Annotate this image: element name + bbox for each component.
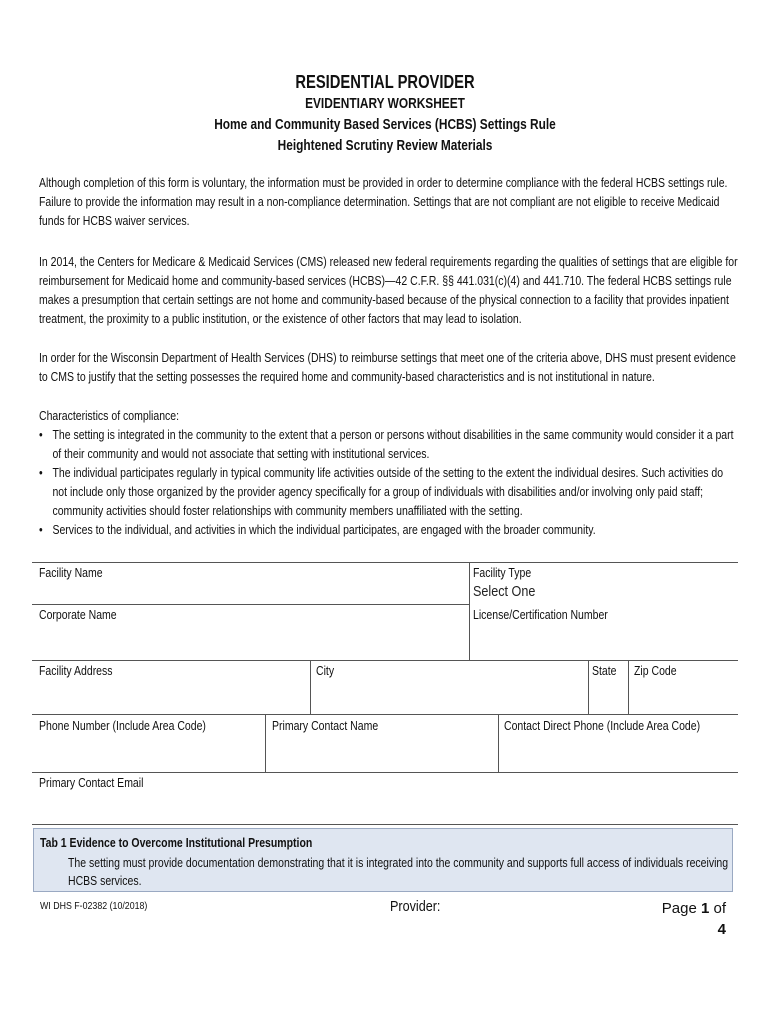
document-subtitle-rule: Home and Community Based Services (HCBS) Settings Rule	[214, 117, 556, 133]
form-rule	[32, 772, 738, 773]
form-rule	[32, 562, 738, 563]
bullet-icon: •	[39, 466, 43, 480]
form-rule	[32, 660, 738, 661]
page-number: 1	[700, 900, 710, 917]
contact-direct-phone-field[interactable]: Contact Direct Phone (Include Area Code)	[504, 719, 701, 733]
city-field[interactable]: City	[316, 664, 335, 678]
document-title: RESIDENTIAL PROVIDER	[295, 72, 475, 92]
of-label: of	[713, 900, 726, 917]
intro-paragraph-cms: In 2014, the Centers for Medicare & Medicaid Services (CMS) released new federal requirements regarding the qualities of settings that are eligible for reimbursement for Medicaid home and community-based services (HCBS)—42 C.F.R. §§ 441.031(c)(4) and 441.710. The federal HCBS settings rule makes a presumption that certain settings are not home and community-based because of the physical connection to a facility that provides inpatient treatment, the proximity to a public institution, or the existence of other factors that may lead to isolation.	[39, 255, 738, 326]
tab1-description: The setting must provide documentation demonstrating that it is integrated into the community and supports full access of individuals receiving HCBS services.	[68, 856, 729, 888]
form-divider	[498, 714, 499, 772]
form-rule	[32, 604, 470, 605]
form-divider	[588, 660, 589, 714]
facility-name-field[interactable]: Facility Name	[39, 566, 103, 580]
page-indicator	[662, 898, 726, 940]
list-item	[39, 426, 740, 464]
form-divider	[469, 562, 470, 660]
document-subtitle-worksheet: EVIDENTIARY WORKSHEET	[305, 96, 465, 112]
header	[0, 70, 770, 157]
license-number-field[interactable]: License/Certification Number	[473, 608, 608, 622]
form-divider	[265, 714, 266, 772]
form-divider	[628, 660, 629, 714]
list-item-text: The setting is integrated in the community to the extent that a person or persons without disabilities in the same community would consider it a part of their community and would not associate that setting with institutional services.	[52, 428, 734, 461]
zip-code-field[interactable]: Zip Code	[634, 664, 677, 678]
compliance-heading: Characteristics of compliance:	[39, 409, 180, 423]
facility-type-label: Facility Type	[473, 566, 532, 580]
provider-info-form	[32, 562, 738, 824]
phone-number-field[interactable]: Phone Number (Include Area Code)	[39, 719, 206, 733]
form-rule	[32, 824, 738, 825]
primary-contact-email-field[interactable]: Primary Contact Email	[39, 776, 144, 790]
form-number: WI DHS F-02382 (10/2018)	[40, 900, 148, 912]
bullet-icon: •	[39, 428, 43, 442]
intro-paragraph-dhs: In order for the Wisconsin Department of Health Services (DHS) to reimburse settings that meet one of the criteria above, DHS must present evidence to CMS to justify that the setting possesses the required home and community-based characteristics and is not institutional in nature.	[39, 351, 736, 384]
intro-paragraph-voluntary: Although completion of this form is voluntary, the information must be provided in order to determine compliance with the federal HCBS settings rule. Failure to provide the information may result in a non-compliance determination. Settings that are not compliant are not eligible to receive Medicaid funds for HCBS waiver services.	[39, 176, 728, 228]
tab1-section	[33, 828, 733, 892]
compliance-list	[39, 426, 740, 540]
form-divider	[310, 660, 311, 714]
list-item-text: The individual participates regularly in typical community life activities outside of the setting to the extent the individual desires. Such activities do not include only those organized by the provider agency specifically for a group of individuals with disabilities and/or involving only paid staff; community activities should foster relationships with community members unaffiliated with the setting.	[52, 466, 724, 518]
state-field[interactable]: State	[592, 664, 617, 678]
corporate-name-field[interactable]: Corporate Name	[39, 608, 117, 622]
primary-contact-name-field[interactable]: Primary Contact Name	[272, 719, 379, 733]
facility-type-select[interactable]: Select One	[473, 583, 536, 600]
document-subtitle-review: Heightened Scrutiny Review Materials	[277, 138, 493, 154]
list-item-text: Services to the individual, and activities in which the individual participates, are engaged with the broader community.	[52, 523, 596, 537]
bullet-icon: •	[39, 523, 43, 537]
provider-label: Provider:	[390, 898, 441, 915]
form-rule	[32, 714, 738, 715]
page-label: Page	[661, 900, 697, 917]
facility-address-field[interactable]: Facility Address	[39, 664, 113, 678]
tab1-title: Tab 1 Evidence to Overcome Institutional Presumption	[40, 836, 313, 850]
total-pages: 4	[717, 921, 726, 938]
list-item	[39, 521, 740, 540]
list-item	[39, 464, 740, 521]
